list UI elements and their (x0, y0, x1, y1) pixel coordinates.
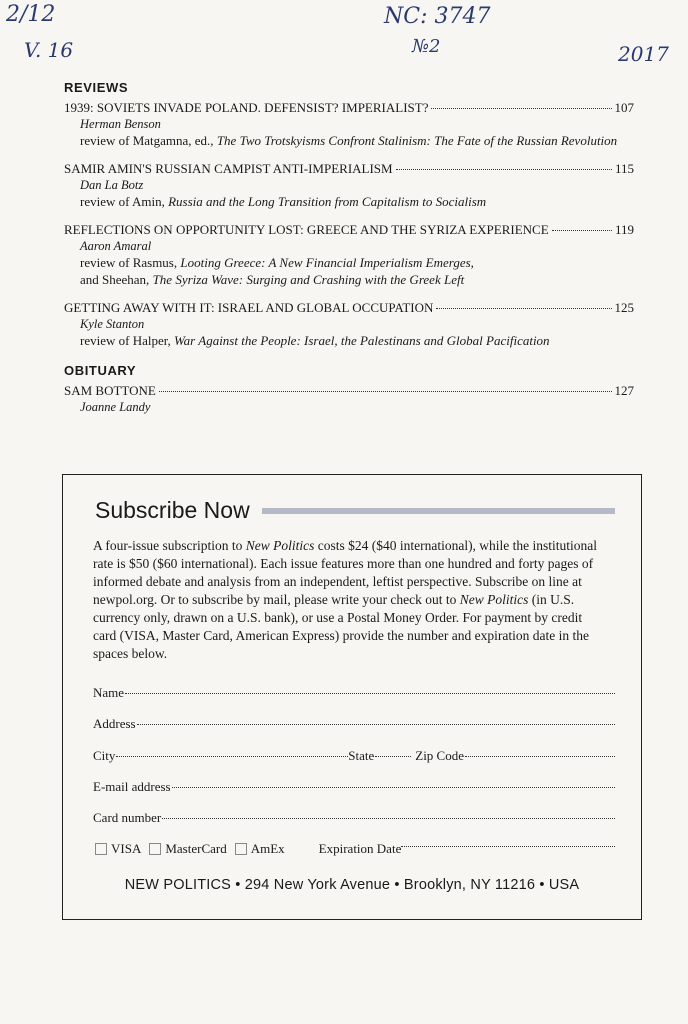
review-entry (64, 299, 634, 349)
handwritten-issue-number: №2 (412, 36, 441, 57)
table-of-contents (64, 80, 634, 426)
entry-page: 119 (614, 222, 634, 237)
subscribe-description: A four-issue subscription to New Politics costs $24 ($40 international), while the institutional rate is $50 ($60 international). Each issue features more than one hundred and forty pages of informed debate and analysis from an independent, leftist perspective. Subscribe on line at newpol.org. Or to subscribe by mail, please write your check out to New Politics (in U.S. currency only, drawn on a U.S. bank), or use a Postal Money Order. For payment by credit card (VISA, Master Card, American Express) provide the number and expiration date in the spaces below. (93, 538, 598, 661)
entry-review: review of Amin, Russia and the Long Transition from Capitalism to Socialism (80, 194, 487, 209)
state-field[interactable] (375, 756, 411, 757)
entry-author: Joanne Landy (80, 400, 151, 414)
entry-title: REFLECTIONS ON OPPORTUNITY LOST: GREECE AND THE SYRIZA EXPERIENCE (64, 222, 549, 237)
entry-page: 115 (614, 161, 634, 176)
handwritten-year: 2017 (618, 42, 669, 66)
entry-page: 107 (614, 100, 634, 115)
name-field[interactable]: Name (93, 685, 615, 701)
zip-field[interactable] (465, 756, 615, 757)
entry-review-2: and Sheehan, The Syriza Wave: Surging and Crashing with the Greek Left (80, 272, 465, 287)
visa-checkbox[interactable] (95, 843, 107, 855)
title-rule (262, 508, 615, 514)
entry-title: GETTING AWAY WITH IT: ISRAEL AND GLOBAL OCCUPATION (64, 300, 434, 315)
subscribe-title: Subscribe Now (95, 497, 250, 523)
address-field[interactable]: Address (93, 716, 615, 732)
email-field[interactable]: E-mail address (93, 779, 615, 795)
handwritten-catalog-number: NC: 3747 (384, 4, 491, 29)
entry-review: review of Rasmus, Looting Greece: A New Financial Imperialism Emerges, (80, 255, 474, 270)
entry-title: SAM BOTTONE (64, 383, 156, 398)
expiration-field[interactable] (401, 846, 615, 847)
subscribe-form (62, 474, 642, 920)
handwritten-volume: V. 16 (24, 38, 74, 62)
obituary-entry (64, 382, 634, 415)
subscribe-header (95, 497, 615, 524)
card-type-row: VISA MasterCard AmEx Expiration Date (95, 841, 615, 857)
entry-review: review of Matgamna, ed., The Two Trotskyisms Confront Stalinism: The Fate of the Russian Revolution (80, 133, 618, 148)
state-label: State (348, 748, 375, 763)
entry-author: Herman Benson (80, 117, 161, 131)
mailing-address: NEW POLITICS • 294 New York Avenue • Brooklyn, NY 11216 • USA (124, 877, 580, 893)
review-entry (64, 160, 634, 210)
city-field[interactable] (116, 756, 348, 757)
reviews-heading: REVIEWS (64, 80, 129, 95)
handwritten-date: 2/12 (6, 2, 56, 27)
card-number-field[interactable]: Card number (93, 810, 615, 826)
entry-title: 1939: SOVIETS INVADE POLAND. DEFENSIST? IMPERIALIST? (64, 100, 429, 115)
amex-checkbox[interactable] (235, 843, 247, 855)
entry-review: review of Halper, War Against the People: Israel, the Palestinans and Global Pacification (80, 333, 550, 348)
mastercard-checkbox[interactable] (149, 843, 161, 855)
entry-title: SAMIR AMIN'S RUSSIAN CAMPIST ANTI-IMPERIALISM (64, 161, 393, 176)
entry-author: Kyle Stanton (80, 317, 145, 331)
city-label: City (93, 748, 116, 763)
entry-author: Aaron Amaral (80, 239, 152, 253)
expiration-label: Expiration Date (318, 841, 402, 856)
review-entry (64, 99, 634, 149)
entry-author: Dan La Botz (80, 178, 144, 192)
obituary-heading: OBITUARY (64, 363, 137, 378)
entry-page: 127 (614, 383, 634, 398)
city-state-zip-row (93, 748, 615, 764)
review-entry (64, 221, 634, 288)
zip-label: Zip Code (415, 748, 464, 763)
entry-page: 125 (614, 300, 634, 315)
